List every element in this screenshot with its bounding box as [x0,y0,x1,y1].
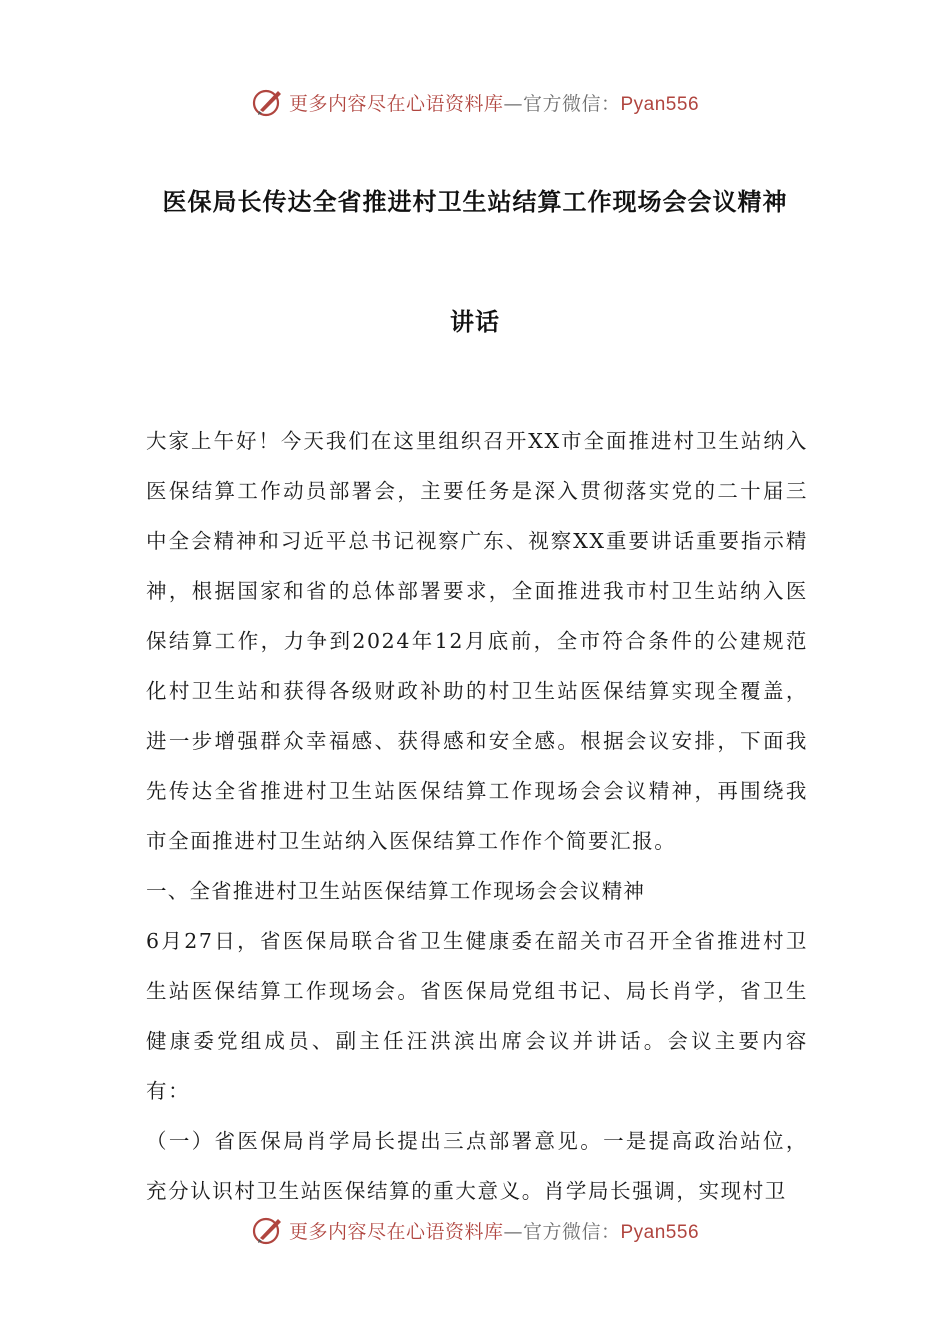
watermark-wechat-id: Pyan556 [620,1221,700,1243]
watermark-sub-text: 官方微信： [522,1220,621,1243]
document-title: 医保局长传达全省推进村卫生站结算工作现场会会议精神 [162,188,788,216]
quill-pen-logo-icon [251,1213,285,1247]
watermark-sub-text: 官方微信： [522,92,621,115]
watermark-separator: — [503,92,523,115]
quill-pen-logo-icon [251,85,285,119]
section-heading-1: 一、全省推进村卫生站医保结算工作现场会会议精神 [146,879,646,903]
watermark-text [289,89,699,116]
paragraph-subsection-1: （一）省医保局肖学局长提出三点部署意见。一是提高政治站位，充分认识村卫生站医保结算的重大意义。肖学局长强调，实现村卫 [146,1129,808,1203]
document-body [146,416,808,1216]
watermark-header [0,82,950,122]
watermark-separator: — [503,1220,523,1243]
watermark-footer [0,1210,950,1250]
paragraph-opening: 大家上午好！今天我们在这里组织召开XX市全面推进村卫生站纳入医保结算工作动员部署会，主要任务是深入贯彻落实党的二十届三中全会精神和习近平总书记视察广东、视察XX重要讲话重要指示精神，根据国家和省的总体部署要求，全面推进我市村卫生站纳入医保结算工作，力争到2024年12月底前，全市符合条件的公建规范化村卫生站和获得各级财政补助的村卫生站医保结算实现全覆盖，进一步增强群众幸福感、获得感和安全感。根据会议安排，下面我先传达全省推进村卫生站医保结算工作现场会会议精神，再围绕我市全面推进村卫生站纳入医保结算工作作个简要汇报。 [146,429,808,853]
watermark-text [289,1217,699,1244]
paragraph-meeting-info: 6月27日，省医保局联合省卫生健康委在韶关市召开全省推进村卫生站医保结算工作现场会。省医保局党组书记、局长肖学，省卫生健康委党组成员、副主任汪洪滨出席会议并讲话。会议主要内容有： [146,929,808,1103]
watermark-wechat-id: Pyan556 [620,93,700,115]
watermark-main-text: 更多内容尽在心语资料库 [288,1220,504,1243]
document-title-continued: 讲话 [450,308,500,336]
watermark-main-text: 更多内容尽在心语资料库 [288,92,504,115]
